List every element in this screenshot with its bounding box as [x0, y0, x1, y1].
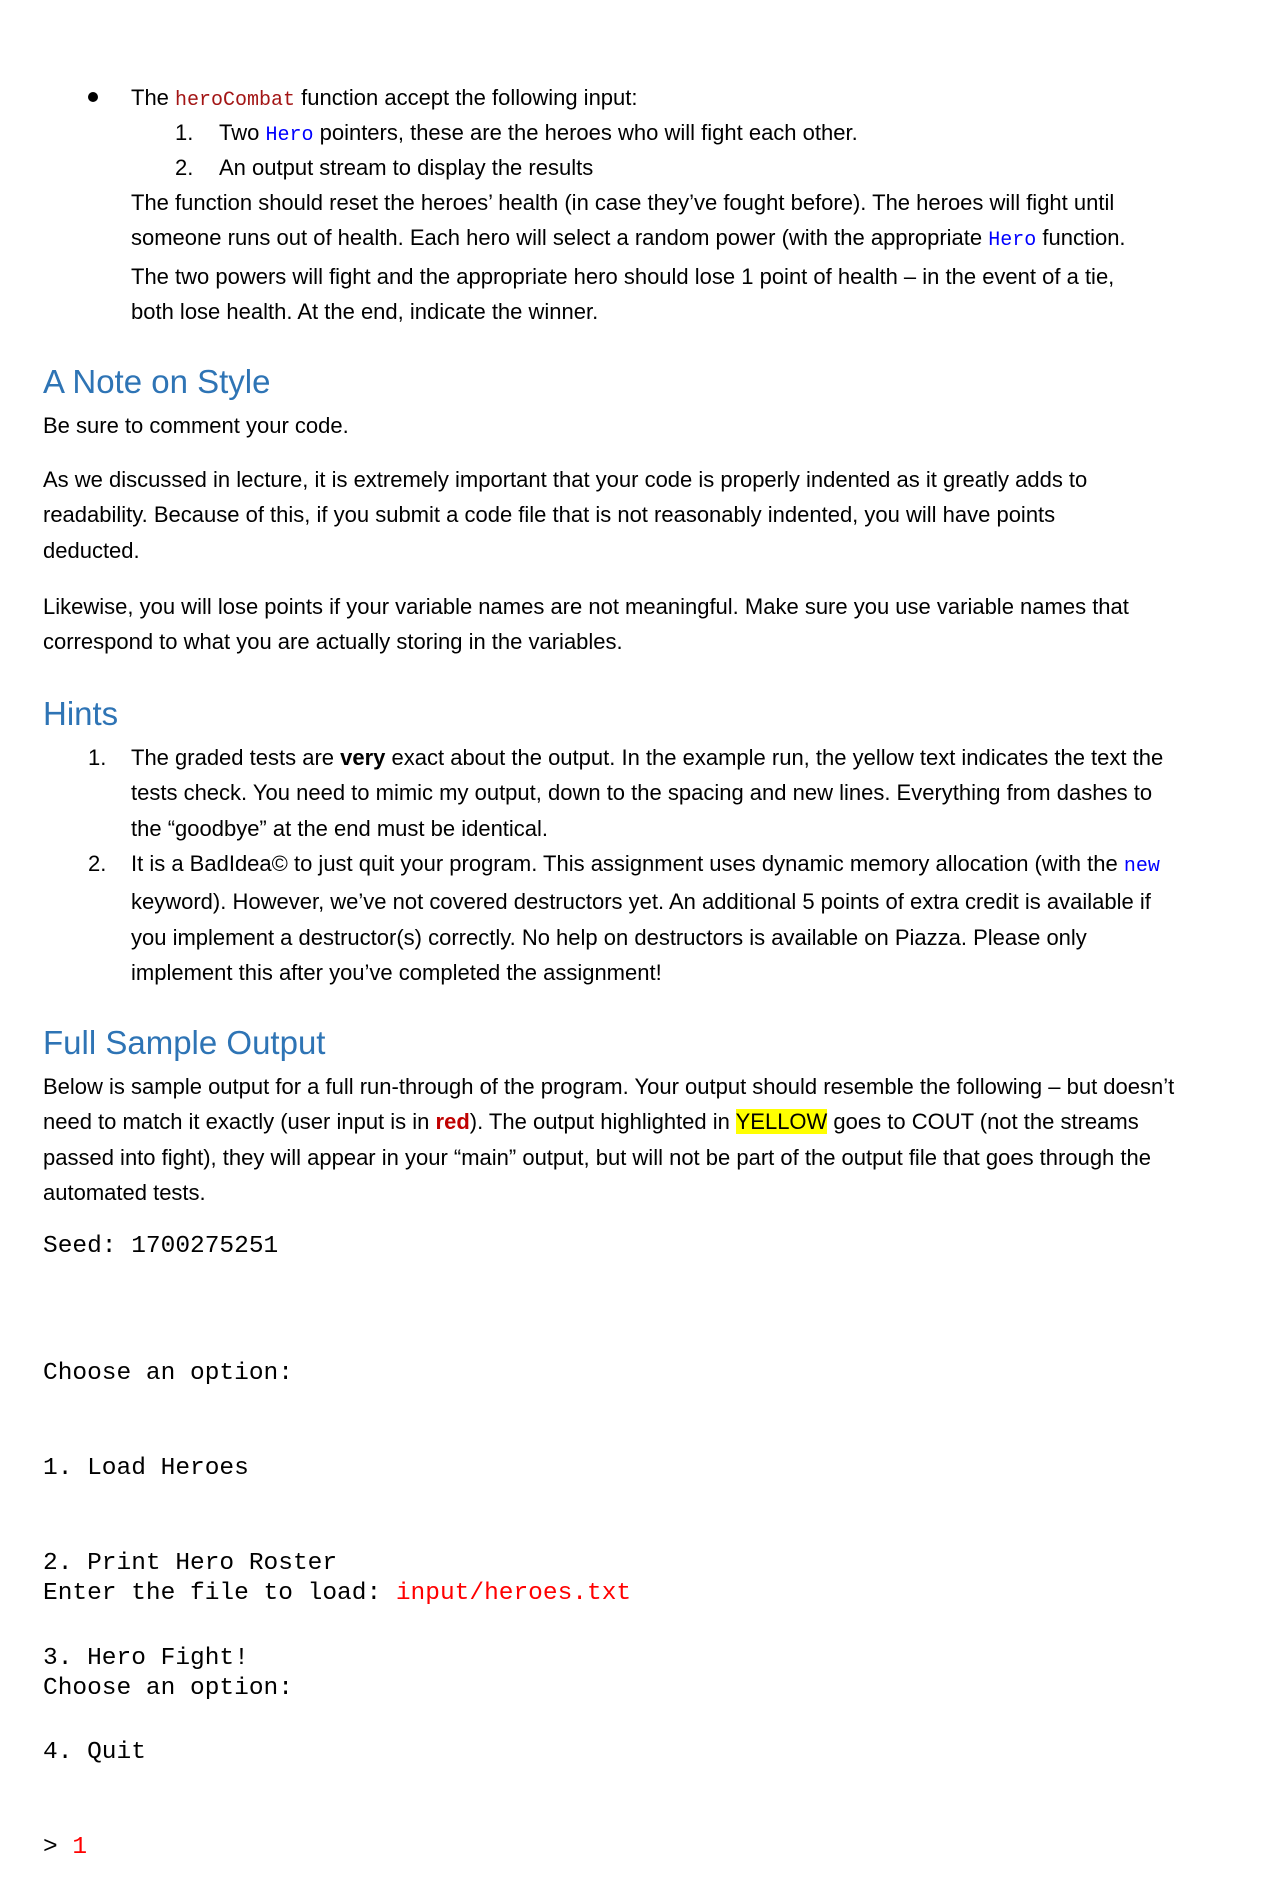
hint-2-number: 2. — [88, 851, 107, 876]
text: An output stream to display the results — [219, 155, 594, 180]
code-hero: Hero — [988, 229, 1037, 253]
sample-description — [43, 1069, 1193, 1211]
text: It is a BadIdea© to just quit your program. This assignment uses dynamic memory allocation (with the — [131, 851, 1124, 876]
item-number: 2. — [175, 155, 194, 180]
load-line — [43, 1578, 631, 1610]
heading-sample: Full Sample Output — [43, 1024, 326, 1061]
menu-line: Choose an option: — [43, 1360, 293, 1388]
prompt: Enter the file to load: — [43, 1580, 396, 1608]
text: goes to COUT (not the streams passed into fight), they will appear in your “main” output, but will not be part of the output file that goes through the automated tests. — [43, 1109, 1151, 1206]
text: exact about the output. In the example run, the yellow text indicates the text the tests check. You need to mimic my output, down to the spacing and new lines. Everything from dashes to the “goodbye” at the end must be identical. — [131, 745, 1164, 841]
code-herocombat: heroCombat — [175, 89, 296, 112]
text: ). The output highlighted in — [469, 1109, 736, 1135]
text: keyword). However, we’ve not covered destructors yet. An additional 5 points of extra credit is available if you implement a destructor(s) correctly. No help on destructors is available on Piazza. Please only implement this after you’ve completed the assignment! — [131, 889, 1151, 986]
prompt: > — [43, 1834, 73, 1862]
heading-style: A Note on Style — [43, 363, 271, 400]
text: pointers, these are the heroes who will fight each other. — [313, 120, 858, 145]
menu-line: 4. Quit — [43, 1739, 146, 1767]
bold-text: very — [340, 745, 386, 770]
text: function accept the following input: — [295, 85, 638, 110]
style-p1: Be sure to comment your code. — [43, 413, 349, 438]
sub-item-2 — [175, 150, 593, 185]
text: Below is sample output for a full run-through of the program. Your output should resemble the following – but doesn’t need to match it exactly (user input is in — [43, 1074, 1175, 1135]
prompt-line — [43, 1832, 337, 1864]
console-load — [43, 1515, 631, 1736]
code-hero: Hero — [265, 124, 314, 147]
bullet-line — [131, 80, 1211, 118]
user-input: 1 — [72, 1834, 88, 1862]
combat-description — [131, 185, 1151, 330]
console-seed: Seed: 1700275251 — [43, 1233, 279, 1260]
code-new: new — [1123, 855, 1160, 878]
red-word: red — [435, 1109, 470, 1135]
menu-line: 2. Print Hero Roster — [43, 1549, 338, 1577]
text: function. The two powers will fight and the appropriate hero should lose 1 point of health – in the event of a tie, both lose health. At the end, indicate the winner. — [131, 225, 1126, 325]
menu-line: Choose an option: — [43, 1674, 293, 1702]
hint-1-number: 1. — [88, 745, 107, 770]
sub-item-1 — [175, 115, 858, 153]
menu-line: 3. Hero Fight! — [43, 1644, 249, 1672]
bullet-dot — [88, 92, 98, 102]
item-number: 1. — [175, 120, 194, 145]
user-input: input/heroes.txt — [395, 1580, 632, 1608]
text: Two — [219, 120, 266, 145]
text: The — [131, 85, 176, 110]
text: The function should reset the heroes’ health (in case they’ve fought before). The heroes will fight until someone runs out of health. Each hero will select a random power (with the appropriate — [131, 190, 1115, 251]
yellow-word: YELLOW — [735, 1109, 828, 1135]
hint-2 — [131, 846, 1181, 991]
menu-line: 1. Load Heroes — [43, 1454, 249, 1482]
style-p2: As we discussed in lecture, it is extremely important that your code is properly indented as it greatly adds to readability. Because of this, if you submit a code file that is not reasonably indented, you will have points deducted. — [43, 467, 1088, 563]
text: The graded tests are — [131, 745, 341, 770]
heading-hints: Hints — [43, 695, 119, 732]
hint-1 — [131, 740, 1181, 846]
style-p3: Likewise, you will lose points if your variable names are not meaningful. Make sure you use variable names that correspond to what you are actually storing in the variables. — [43, 594, 1129, 655]
